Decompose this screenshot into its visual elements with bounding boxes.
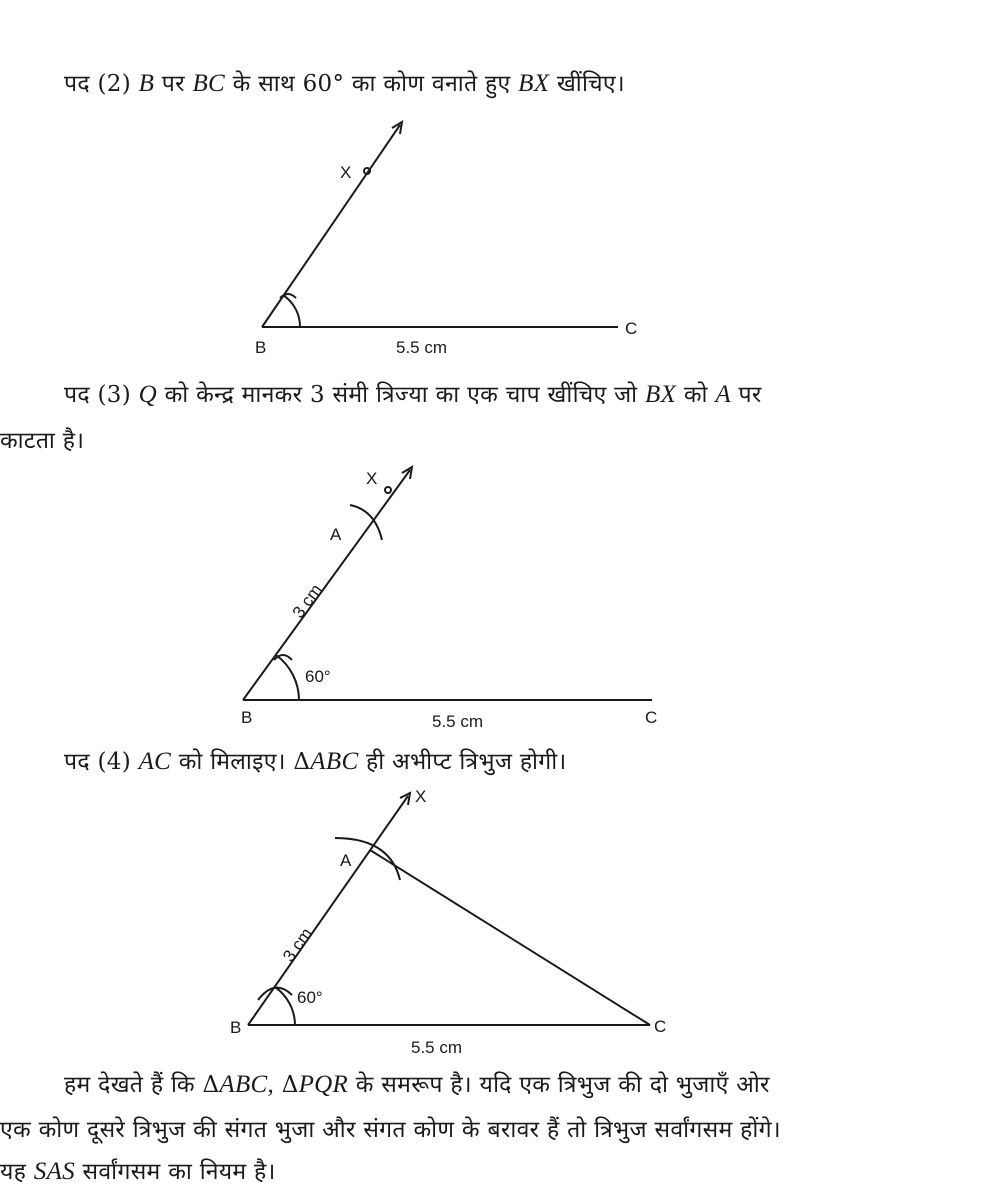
fig1-label-b: B [255, 338, 267, 357]
fig1-point-x [364, 168, 370, 174]
text: पर [154, 71, 193, 97]
math-var: ABC [310, 748, 359, 775]
math-var: SAS [33, 1158, 75, 1185]
text: खींचिए। [549, 71, 625, 97]
text: पर [730, 382, 762, 408]
text: को मिलाइए। Δ [171, 749, 311, 775]
fig3-angle: 60° [297, 988, 323, 1007]
fig3-label-a: A [340, 851, 352, 870]
conclusion-line2: एक कोण दूसरे त्रिभुज की संगत भुजा और संगत कोण के बरावर हैं तो त्रिभुज सर्वांगसम होंगे। [0, 1117, 781, 1143]
conclusion-line3 [0, 1154, 276, 1186]
fig2-ray-bx [243, 470, 410, 700]
fig3-length-bc: 5.5 cm [411, 1038, 463, 1057]
fig3-length-ba: 3 cm [279, 924, 317, 966]
math-var: B [138, 70, 155, 97]
step-3-text-line2: काटता है। [0, 428, 85, 454]
fig2-angle: 60° [305, 667, 331, 686]
fig2-label-b: B [241, 708, 253, 727]
fig2-length-ba: 3 cm [288, 580, 326, 622]
text: सर्वांगसम का नियम है। [74, 1159, 276, 1185]
math-var: PQR [298, 1071, 349, 1098]
text: यह [0, 1159, 34, 1185]
fig2-label-c: C [645, 708, 658, 727]
fig2-length-bc: 5.5 cm [432, 712, 484, 731]
math-var: BX [518, 70, 550, 97]
fig3-label-x: X [415, 787, 427, 806]
math-var: ABC, [219, 1071, 275, 1098]
text: को केन्द्र मानकर 3 संमी त्रिज्या का एक चाप खींचिए जो [156, 382, 646, 408]
fig1-label-x: X [340, 163, 352, 182]
step-3-text [64, 377, 762, 409]
math-var: A [715, 381, 731, 408]
step-4-text [64, 744, 567, 776]
text: के समरूप है। यदि एक त्रिभुज की दो भुजाएँ ओर [348, 1072, 770, 1098]
conclusion-line1 [64, 1067, 770, 1099]
fig3-label-c: C [654, 1017, 667, 1036]
text: के साथ 60° का कोण वनाते हुए [225, 71, 519, 97]
fig2-point-x [385, 487, 391, 493]
fig1-angle-arc [283, 295, 300, 327]
fig3-angle-arc [275, 987, 295, 1025]
math-var: Q [138, 381, 157, 408]
text: Δ [274, 1072, 299, 1098]
step-label: पद (3) [64, 382, 131, 408]
math-var: BX [645, 381, 677, 408]
math-var: BC [192, 70, 226, 97]
fig2-label-x: X [366, 469, 378, 488]
step-label: पद (4) [64, 749, 131, 775]
math-var: AC [138, 748, 172, 775]
fig1-label-c: C [625, 319, 638, 338]
step-label: पद (2) [64, 71, 131, 97]
fig2-label-a: A [330, 525, 342, 544]
text: हम देखते हैं कि Δ [64, 1072, 220, 1098]
fig3-ray-bx [248, 796, 408, 1025]
fig1-length: 5.5 cm [396, 338, 448, 357]
fig3-label-b: B [230, 1018, 242, 1037]
fig2-arc-a [350, 505, 382, 540]
text: ही अभीप्ट त्रिभुज होगी। [358, 749, 567, 775]
fig3-side-ac [370, 850, 650, 1025]
text: को [676, 382, 716, 408]
fig2-angle-arc [276, 655, 299, 700]
